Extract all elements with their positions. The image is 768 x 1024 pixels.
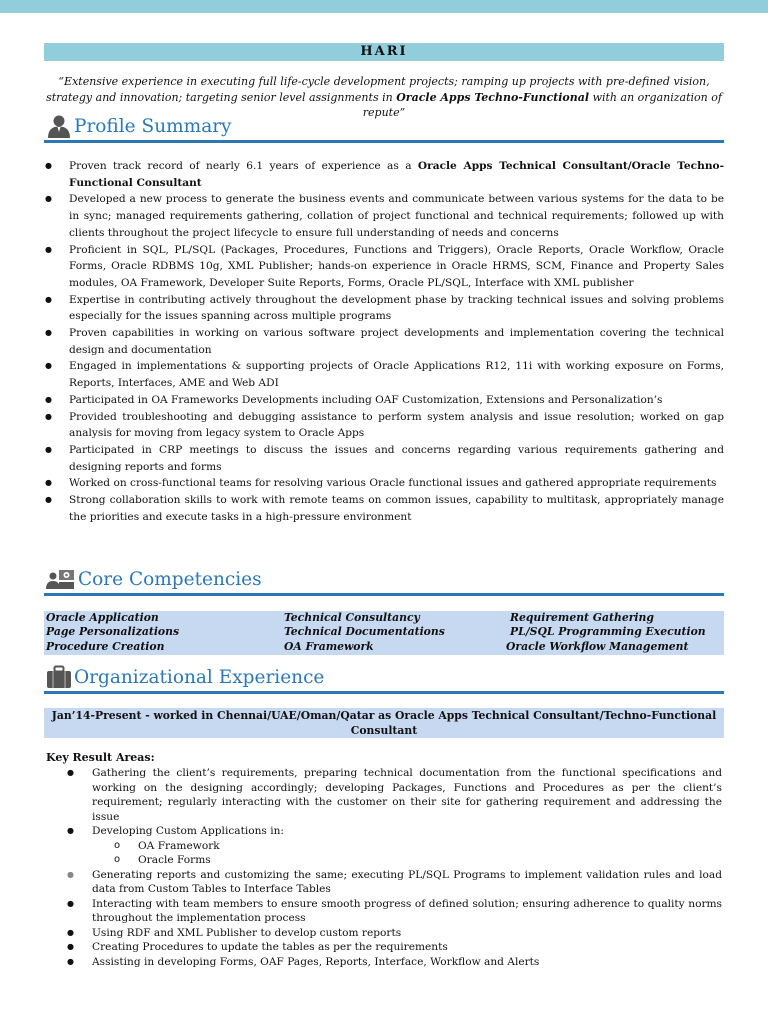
list-item: ● Participated in OA Frameworks Developments including OAF Customization, Extensions and Personalization’s bbox=[44, 392, 724, 409]
list-item: ● Provided troubleshooting and debugging assistance to perform system analysis and issue resolution; worked on gap analysis for moving from legacy system to Oracle Apps bbox=[44, 409, 724, 442]
job-title-line: Jan’14-Present - worked in Chennai/UAE/Oman/Qatar as Oracle Apps Technical Consultant/Techno-Functional bbox=[51, 709, 717, 722]
key-result-areas-label: Key Result Areas: bbox=[46, 751, 155, 764]
list-item: ● Creating Procedures to update the tables as per the requirements bbox=[66, 940, 722, 955]
list-item: ● Worked on cross-functional teams for resolving various Oracle functional issues and gathered appropriate requirements bbox=[44, 475, 724, 492]
competencies-table bbox=[44, 611, 724, 655]
key-result-areas-list bbox=[66, 766, 722, 969]
list-item: ● Proven capabilities in working on various software project developments and implementation covering the technical design and documentation bbox=[44, 325, 724, 358]
competency-item: Oracle Workflow Management bbox=[506, 639, 689, 653]
competency-item: Technical Consultancy bbox=[284, 611, 420, 624]
list-item: ● Generating reports and customizing the same; executing PL/SQL Programs to implement validation rules and load data from Custom Tables to Interface Tables bbox=[66, 868, 722, 897]
sub-list bbox=[114, 839, 722, 868]
briefcase-icon bbox=[46, 665, 72, 689]
list-item: ● Interacting with team members to ensure smooth progress of defined solution; ensuring adherence to quality norms throughout the implementation process bbox=[66, 897, 722, 926]
objective-text-start: “Extensive experience in executing full life-cycle development projects; ramping up projects with pre-defined vision, strategy and innovation; targeting senior level assignments in bbox=[46, 75, 710, 104]
list-item: ● Assisting in developing Forms, OAF Pages, Reports, Interface, Workflow and Alerts bbox=[66, 955, 722, 970]
section-title: Organizational Experience bbox=[74, 667, 325, 688]
people-gear-icon bbox=[46, 567, 76, 591]
objective-text-end: with an organization of repute” bbox=[362, 90, 722, 119]
sub-list-item: o OA Framework bbox=[114, 839, 722, 854]
list-item-bold-text: Oracle Apps Technical Consultant/Oracle Techno-Functional Consultant bbox=[69, 160, 724, 189]
competencies-column-3 bbox=[506, 611, 706, 654]
profile-summary-heading bbox=[44, 115, 724, 143]
list-item: ● Gathering the client’s requirements, preparing technical documentation from the functional specifications and working on the designing accordingly; developing Packages, Functions and Procedures as per the client’s requirement; regularly interacting with the customer on their site for gathering requirement and addressing the issue bbox=[66, 766, 722, 824]
list-item: ● Engaged in implementations & supporting projects of Oracle Applications R12, 11i with working exposure on Forms, Reports, Interfaces, AME and Web ADI bbox=[44, 358, 724, 391]
core-competencies-heading bbox=[44, 568, 724, 596]
competency-item: Technical Documentations bbox=[284, 625, 445, 639]
competencies-column-2 bbox=[284, 611, 445, 654]
job-title-bar bbox=[44, 708, 724, 738]
competency-item: Requirement Gathering bbox=[510, 611, 654, 624]
list-item: ● Proficient in SQL, PL/SQL (Packages, Procedures, Functions and Triggers), Oracle Reports, Oracle Workflow, Oracle Forms, Oracle RDBMS 10g, XML Publisher; hands-on experience in Oracle HRMS, SCM, Finance and Property Sales modules, OA Framework, Developer Suite Reports, Forms, Oracle PL/SQL, Interface with XML publisher bbox=[44, 242, 724, 292]
competency-item: Page Personalizations bbox=[46, 625, 180, 639]
list-item: ● Expertise in contributing actively throughout the development phase by tracking technical issues and solving problems especially for the issues spanning across multiple programs bbox=[44, 292, 724, 325]
person-icon bbox=[46, 114, 72, 138]
competency-item: PL/SQL Programming Execution bbox=[510, 625, 706, 639]
competencies-column-1 bbox=[46, 611, 179, 654]
section-title: Profile Summary bbox=[74, 116, 232, 137]
list-item: ● Developed a new process to generate the business events and communicate between various systems for the data to be in sync; managed requirements gathering, collation of project functional and technical requirements; followed up with clients throughout the project lifecycle to ensure full understanding of needs and concerns bbox=[44, 191, 724, 241]
job-title-line: Consultant bbox=[350, 723, 418, 737]
competency-item: Oracle Application bbox=[46, 611, 159, 624]
competency-item: OA Framework bbox=[284, 639, 374, 653]
profile-summary-list bbox=[44, 158, 724, 525]
list-item: ● Participated in CRP meetings to discuss the issues and concerns regarding various requirements gathering and designing reports and forms bbox=[44, 442, 724, 475]
organizational-experience-heading bbox=[44, 666, 724, 694]
list-item bbox=[66, 824, 722, 868]
top-accent-bar bbox=[0, 0, 768, 13]
sub-list-item: o Oracle Forms bbox=[114, 853, 722, 868]
objective-target-role: Oracle Apps Techno-Functional bbox=[396, 90, 590, 104]
candidate-name: HARI bbox=[44, 43, 724, 61]
section-title: Core Competencies bbox=[78, 569, 262, 590]
list-item: ● Strong collaboration skills to work with remote teams on common issues, capability to multitask, appropriately manage the priorities and execute tasks in a high-pressure environment bbox=[44, 492, 724, 525]
list-item-text: Proven track record of nearly 6.1 years of experience as a bbox=[69, 160, 418, 172]
objective-statement bbox=[44, 74, 724, 121]
list-item-text: Developing Custom Applications in: bbox=[92, 825, 285, 837]
list-item: ● Using RDF and XML Publisher to develop custom reports bbox=[66, 926, 722, 941]
competency-item: Procedure Creation bbox=[46, 639, 165, 653]
list-item bbox=[44, 158, 724, 191]
